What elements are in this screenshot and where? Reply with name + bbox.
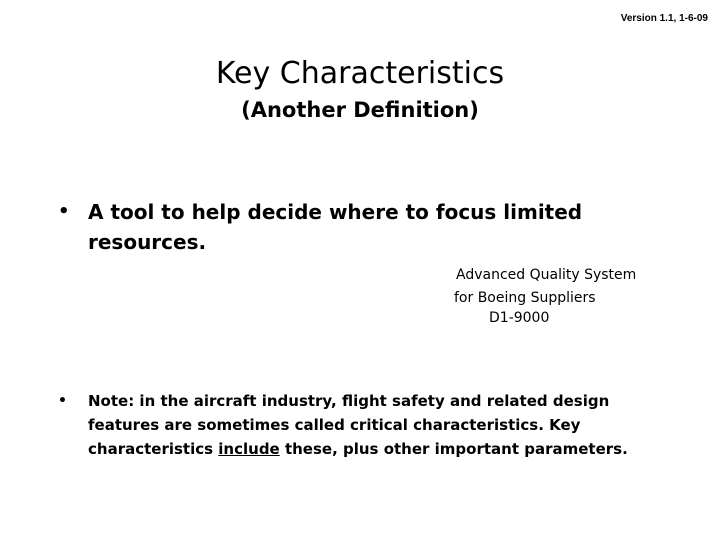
- version-label: Version 1.1, 1-6-09: [620, 13, 708, 24]
- bullet-text: A tool to help decide where to focus limited resources.: [88, 200, 583, 254]
- reference-line-3: D1-9000: [489, 310, 550, 326]
- bullet-item-tool: [58, 197, 658, 257]
- note-text-end: these, plus other important parameters.: [279, 440, 628, 458]
- note-text-start: Note: in the aircraft industry, flight safety and related design features are sometimes called critical characteristics. Key characteristics: [88, 392, 610, 458]
- slide-title: Key Characteristics: [215, 56, 505, 91]
- bullet-marker: •: [58, 393, 67, 409]
- slide-subtitle: (Another Definition): [241, 98, 479, 122]
- underlined-word: include: [218, 440, 280, 458]
- bullet-text: [88, 389, 683, 461]
- bullet-item-note: [58, 389, 683, 461]
- bullet-marker: •: [58, 201, 70, 222]
- reference-line-1: Advanced Quality System: [456, 267, 637, 283]
- reference-line-2: for Boeing Suppliers: [454, 290, 596, 306]
